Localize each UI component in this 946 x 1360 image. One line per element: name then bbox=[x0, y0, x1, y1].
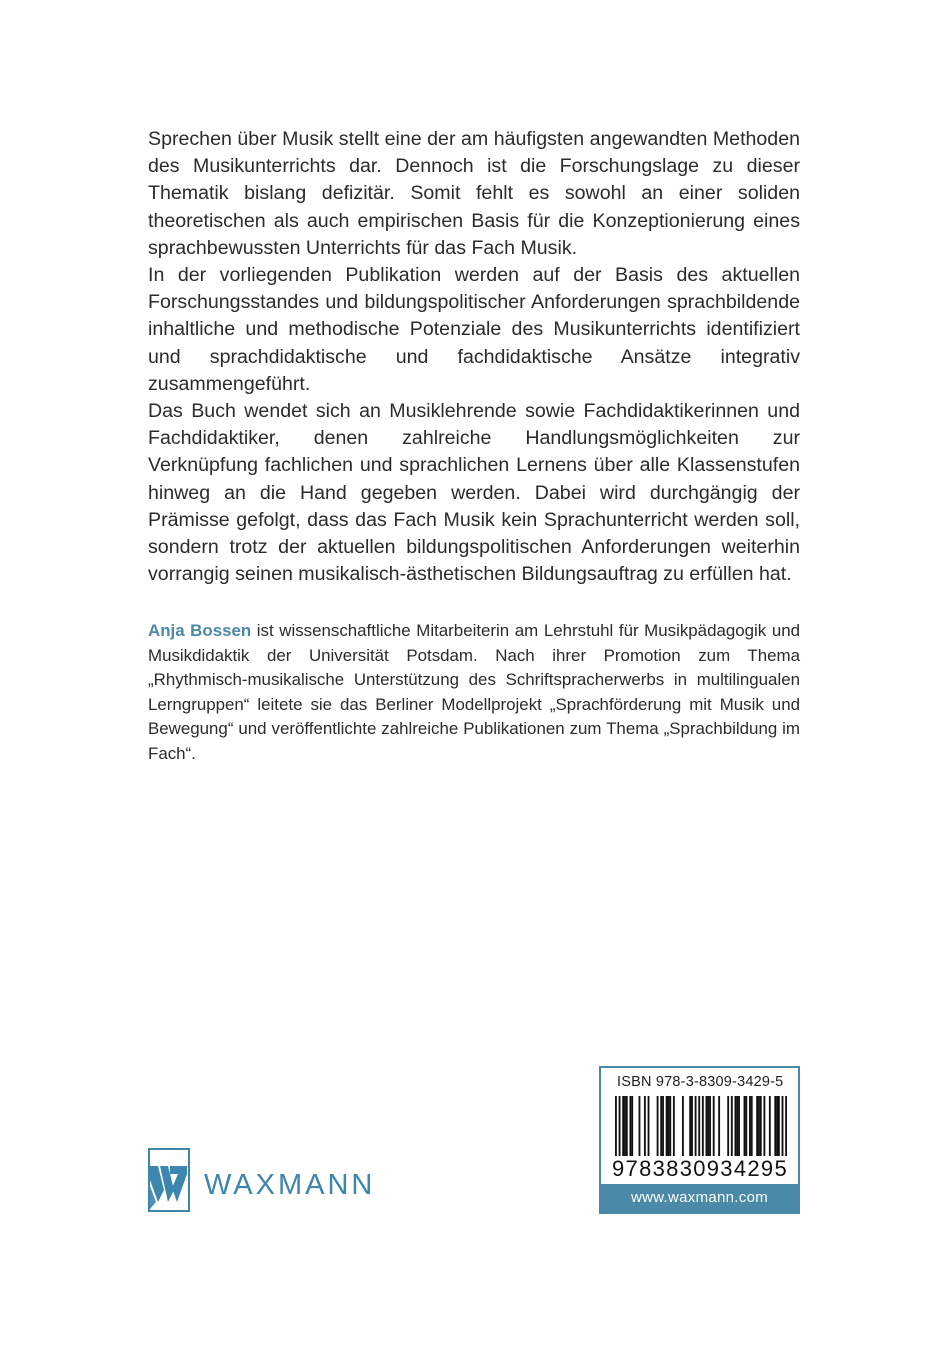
barcode-bar bbox=[744, 1096, 746, 1156]
barcode-bar bbox=[734, 1096, 736, 1156]
barcode-bar bbox=[644, 1096, 646, 1156]
barcode-bar bbox=[626, 1096, 628, 1156]
barcode-bar bbox=[629, 1096, 631, 1156]
isbn-label: ISBN 978-3-8309-3429-5 bbox=[617, 1074, 784, 1090]
barcode-bar bbox=[782, 1096, 784, 1156]
barcode-bar bbox=[776, 1096, 778, 1156]
barcode-bar bbox=[713, 1096, 715, 1156]
barcode-bar bbox=[622, 1096, 624, 1156]
blurb-paragraph-2: In der vorliegenden Publikation werden auf der Basis des aktuellen Forschungsstandes und bildungspolitischer Anforderungen sprachbildende inhaltliche und methodische Potenziale des Musikunterrichts identifiziert und sprachdidaktische und fachdidaktische Ansätze integrativ zusammengeführt. bbox=[148, 264, 800, 395]
author-bio bbox=[148, 619, 800, 767]
publisher-url: www.waxmann.com bbox=[601, 1184, 798, 1212]
barcode-bar bbox=[698, 1096, 700, 1156]
barcode-bar bbox=[736, 1096, 738, 1156]
barcode-bar bbox=[785, 1096, 787, 1156]
barcode-bar bbox=[682, 1096, 684, 1156]
barcode-bar bbox=[691, 1096, 693, 1156]
barcode-bar bbox=[689, 1096, 691, 1156]
barcode-bar bbox=[745, 1096, 747, 1156]
isbn-barcode-box bbox=[599, 1066, 800, 1214]
barcode-bar bbox=[738, 1096, 740, 1156]
barcode-bar bbox=[760, 1096, 762, 1156]
barcode-bar bbox=[778, 1096, 780, 1156]
barcode-bar bbox=[758, 1096, 760, 1156]
back-cover-blurb bbox=[148, 126, 800, 588]
barcode-bar bbox=[615, 1096, 617, 1156]
barcode-bar bbox=[751, 1096, 753, 1156]
barcode-bar bbox=[666, 1096, 668, 1156]
barcode-bar bbox=[668, 1096, 670, 1156]
barcode-bar bbox=[718, 1096, 720, 1156]
barcode-bar bbox=[639, 1096, 641, 1156]
publisher-logo bbox=[148, 1148, 375, 1212]
barcode-bar bbox=[763, 1096, 765, 1156]
blurb-paragraph-1: Sprechen über Musik stellt eine der am häufigsten angewandten Methoden des Musikunterrichts dar. Dennoch ist die Forschungslage zu dieser Thematik bislang defizitär. Somit fehlt es sowohl an einer soliden theoretischen als auch empirischen Basis für die Konzeptionierung eines sprachbewussten Unterrichts für das Fach Musik. bbox=[148, 128, 800, 259]
barcode-bar bbox=[709, 1096, 711, 1156]
barcode-bar bbox=[731, 1096, 733, 1156]
isbn-digits: 9783830934295 bbox=[612, 1156, 788, 1181]
barcode-bar bbox=[769, 1096, 771, 1156]
author-bio-paragraph bbox=[148, 619, 800, 767]
barcode-bar bbox=[756, 1096, 758, 1156]
author-bio-text: ist wissenschaftliche Mitarbeiterin am Lehrstuhl für Musikpädagogik und Musikdidaktik der Universität Potsdam. Nach ihrer Promotion zum Thema „Rhythmisch-musikalische Unterstützung des Schriftspracherwerbs in multilingualen Lerngruppen“ leitete sie das Berliner Modellprojekt „Sprachförderung mit Musik und Bewegung“ und veröffentlichte zahlreiche Publikationen zum Thema „Sprachbildung im Fach“. bbox=[148, 621, 800, 763]
publisher-name: WAXMANN bbox=[204, 1168, 376, 1201]
blurb-paragraph-3: Das Buch wendet sich an Musiklehrende sowie Fachdidaktikerinnen und Fachdidaktiker, denen zahlreiche Handlungsmöglichkeiten zur Verknüpfung fachlichen und sprachlichen Lernens über alle Klassenstufen hinweg an die Hand gegeben werden. Dabei wird durchgängig der Prämisse gefolgt, dass das Fach Musik kein Sprachunterricht werden soll, sondern trotz der aktuellen bildungspolitischen Anforderungen weiterhin vorrangig seinen musikalisch-ästhetischen Bildungsauftrag zu erfüllen hat. bbox=[148, 400, 800, 586]
barcode-bar bbox=[749, 1096, 751, 1156]
waxmann-logo-icon bbox=[148, 1148, 190, 1212]
barcode-bar bbox=[707, 1096, 709, 1156]
barcode-bar bbox=[624, 1096, 626, 1156]
barcode-bar bbox=[648, 1096, 650, 1156]
barcode-bar bbox=[774, 1096, 776, 1156]
barcode-bar bbox=[662, 1096, 664, 1156]
barcode-bar bbox=[695, 1096, 697, 1156]
barcode-bar bbox=[669, 1096, 671, 1156]
barcode-bar bbox=[702, 1096, 704, 1156]
author-name: Anja Bossen bbox=[148, 621, 252, 640]
barcode-bar bbox=[660, 1096, 662, 1156]
barcode-bar bbox=[657, 1096, 659, 1156]
barcode-bar bbox=[727, 1096, 729, 1156]
barcode-icon bbox=[615, 1096, 787, 1156]
barcode-bar bbox=[673, 1096, 675, 1156]
barcode-bar bbox=[706, 1096, 708, 1156]
barcode-bar bbox=[619, 1096, 621, 1156]
barcode-bar bbox=[631, 1096, 633, 1156]
